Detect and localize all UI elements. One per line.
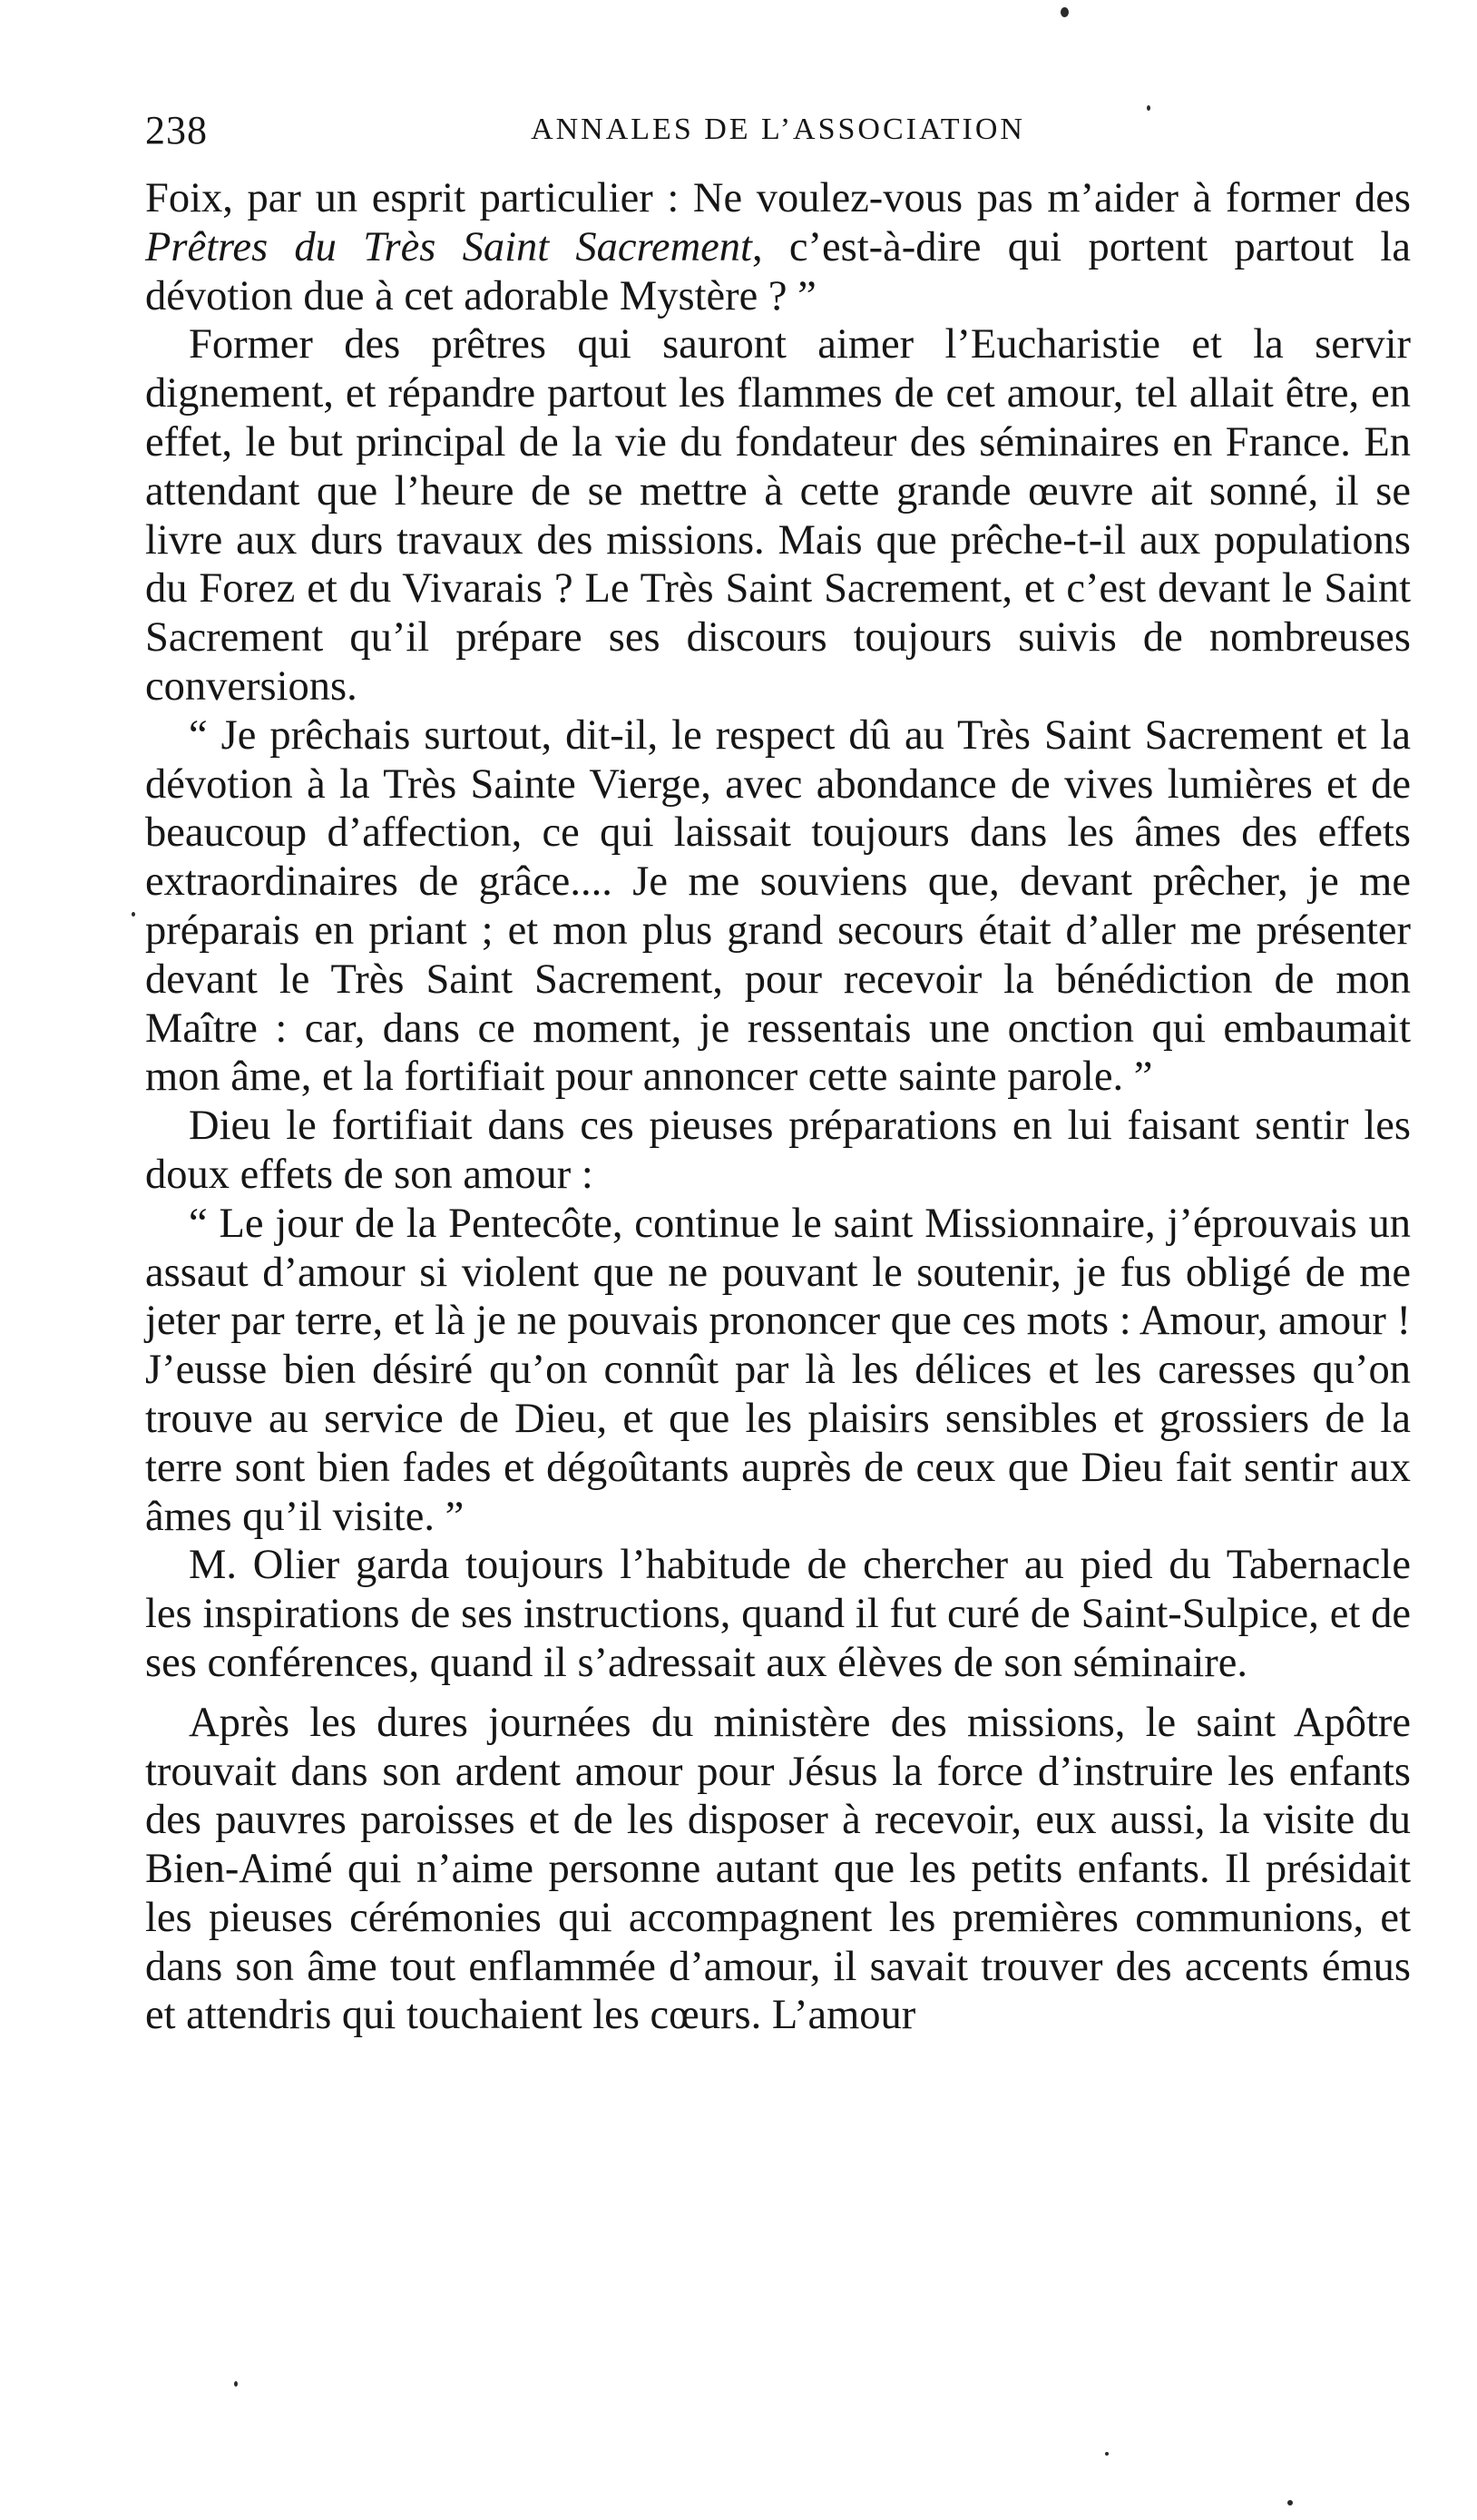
paragraph-6: M. Olier garda toujours l’habitude de chercher au pied du Tabernacle les inspirations de ses instructions, quand il fut curé de Saint-Sulpice, et de ses conférences, quand il s’adressait aux élèves de son séminaire. xyxy=(145,1542,1411,1686)
paragraph-2: Former des prêtres qui sauront aimer l’Eucharistie et la servir dignement, et répandre partout les flammes de cet amour, tel allait être, en effet, le but principal de la vie du fondateur des séminaires en France. En attendant que l’heure de se mettre à cette grande œuvre ait sonné, il se livre aux durs travaux des missions. Mais que prêche-t-il aux populations du Forez et du Vivarais ? Le Très Saint Sacrement, et c’est devant le Saint Sacrement qu’il prépare ses discours toujours suivis de nombreuses conversions. xyxy=(145,321,1411,710)
body-text xyxy=(145,174,1411,2040)
paragraph-1-after: , c’est-à-dire qui portent partout la dévotion due à cet adorable Mystère ? ” xyxy=(145,223,1411,319)
scan-speck xyxy=(234,2381,238,2387)
scan-speck xyxy=(1147,105,1150,111)
page-number: 238 xyxy=(145,108,208,152)
paragraph-1-before: Foix, par un esprit particulier : Ne voulez-vous pas m’aider à former des xyxy=(145,175,1411,221)
page-header xyxy=(145,107,1411,162)
paragraph-3: “ Je prêchais surtout, dit-il, le respect dû au Très Saint Sacrement et la dévotion à la Très Sainte Vierge, avec abondance de vives lumières et de beaucoup d’affection, ce qui laissait toujours dans les âmes des effets extraordinaires de grâce.... Je me souviens que, devant prêcher, je me préparais en priant ; et mon plus grand secours était d’aller me présenter devant le Très Saint Sacrement, pour recevoir la bénédiction de mon Maître : car, dans ce moment, je ressentais une onction qui embaumait mon âme, et la fortifiait pour annoncer cette sainte parole. ” xyxy=(145,711,1411,1101)
running-head: ANNALES DE L’ASSOCIATION xyxy=(531,113,1025,146)
paragraph-1 xyxy=(145,174,1411,320)
scan-speck xyxy=(1061,7,1069,17)
paragraph-4: Dieu le fortifiait dans ces pieuses préparations en lui faisant sentir les doux effets de son amour : xyxy=(145,1103,1411,1198)
scan-speck xyxy=(1287,2500,1293,2505)
paragraph-1-italic: Prêtres du Très Saint Sacrement xyxy=(145,223,752,270)
scan-speck xyxy=(1105,2452,1109,2456)
scan-speck xyxy=(132,912,135,917)
paragraph-5: “ Le jour de la Pentecôte, continue le saint Missionnaire, j’éprouvais un assaut d’amour si violent que ne pouvant le soutenir, je fus obligé de me jeter par terre, et là je ne pouvais prononcer que ces mots : Amour, amour ! J’eusse bien désiré qu’on connût par là les délices et les caresses qu’on trouve au service de Dieu, et que les plaisirs sensibles et grossiers de la terre sont bien fades et dégoûtants auprès de ceux que Dieu fait sentir aux âmes qu’il visite. ” xyxy=(145,1200,1411,1540)
paragraph-7: Après les dures journées du ministère des missions, le saint Apôtre trouvait dans son ardent amour pour Jésus la force d’instruire les enfants des pauvres paroisses et de les disposer à recevoir, eux aussi, la visite du Bien-Aimé qui n’aime personne autant que les petits enfants. Il présidait les pieuses cérémonies qui accompagnent les premières communions, et dans son âme tout enflammée d’amour, il savait trouver des accents émus et attendris qui touchaient les cœurs. L’amour xyxy=(145,1699,1411,2039)
